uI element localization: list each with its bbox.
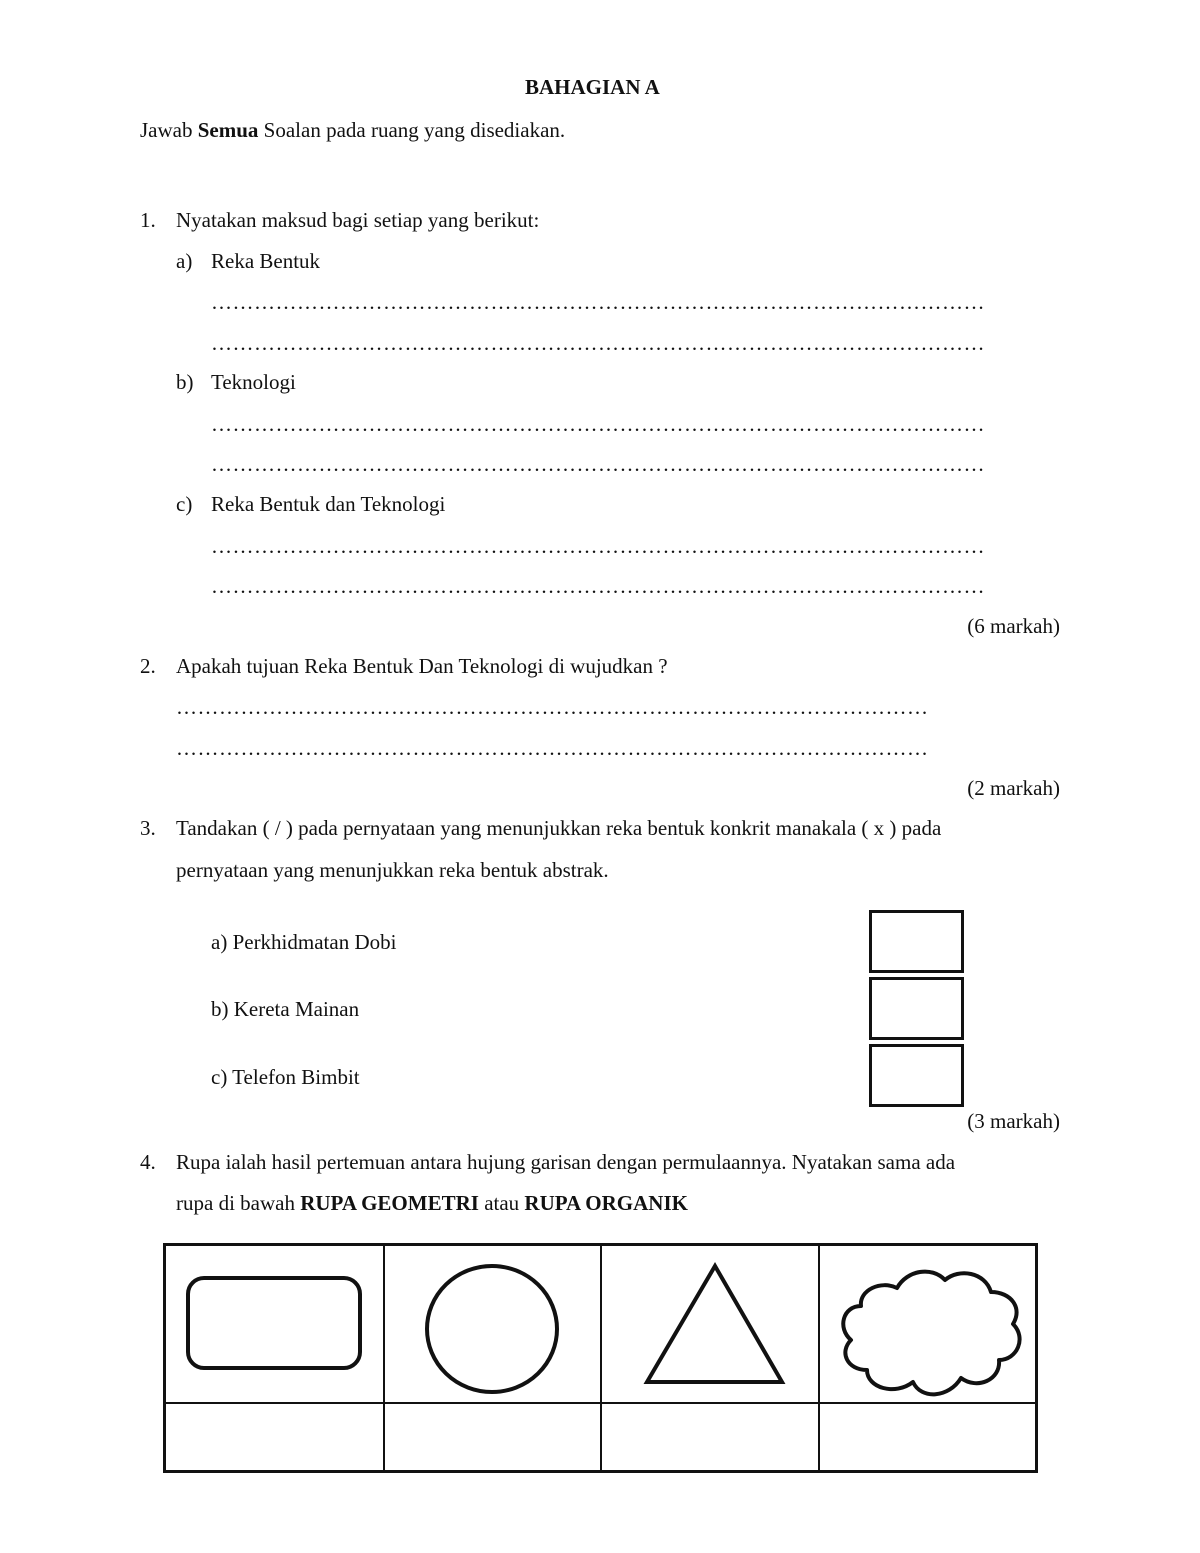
q3-item-c: c) Telefon Bimbit <box>211 1065 360 1089</box>
rupa-organik-label: RUPA ORGANIK <box>524 1191 688 1215</box>
answer-cell-3[interactable] <box>602 1404 818 1470</box>
q3-item-a: a) Perkhidmatan Dobi <box>211 930 397 954</box>
q4-line-2-prefix: rupa di bawah <box>176 1191 301 1215</box>
q4-line-1: Rupa ialah hasil pertemuan antara hujung garisan dengan permulaannya. Nyatakan sama ada <box>176 1150 956 1174</box>
q3-number: 3. <box>140 816 156 840</box>
q1a-answer-line-2[interactable]: ……………………………………………………………………………………………… <box>211 331 985 355</box>
q1c-answer-line-1[interactable]: ……………………………………………………………………………………………… <box>211 534 985 558</box>
q1c-answer-line-2[interactable]: ……………………………………………………………………………………………… <box>211 574 985 598</box>
q2-text: Apakah tujuan Reka Bentuk Dan Teknologi di wujudkan ? <box>176 654 668 678</box>
q4-number: 4. <box>140 1150 156 1174</box>
q1c-label: c) <box>176 492 193 516</box>
q1-text: Nyatakan maksud bagi setiap yang berikut: <box>176 208 540 232</box>
page-title: BAHAGIAN A <box>525 75 660 99</box>
q4-line-2-mid: atau <box>478 1191 525 1215</box>
instruction-suffix: Soalan pada ruang yang disediakan. <box>258 118 566 142</box>
answer-cell-1[interactable] <box>166 1404 383 1470</box>
q3-line-2: pernyataan yang menunjukkan reka bentuk abstrak. <box>176 858 609 882</box>
q1a-answer-line-1[interactable]: ……………………………………………………………………………………………… <box>211 290 985 314</box>
q4-line-2 <box>176 1193 688 1214</box>
q3-answer-box-c[interactable] <box>869 1044 964 1107</box>
q1b-answer-line-1[interactable]: ……………………………………………………………………………………………… <box>211 412 985 436</box>
circle-shape <box>422 1262 562 1396</box>
q1a-label: a) <box>176 249 193 273</box>
q1b-text: Teknologi <box>211 370 296 394</box>
q2-answer-line-1[interactable]: …………………………………………………………………………………………… <box>176 695 929 719</box>
instruction <box>140 120 565 141</box>
q3-marks: (3 markah) <box>967 1109 1060 1133</box>
cloud-shape <box>837 1266 1023 1402</box>
q1b-answer-line-2[interactable]: ……………………………………………………………………………………………… <box>211 452 985 476</box>
q1-marks: (6 markah) <box>967 614 1060 638</box>
q2-answer-line-2[interactable]: …………………………………………………………………………………………… <box>176 736 929 760</box>
instruction-bold: Semua <box>197 118 259 142</box>
rupa-geometri-label: RUPA GEOMETRI <box>300 1191 479 1215</box>
q3-answer-box-b[interactable] <box>869 977 964 1040</box>
answer-cell-2[interactable] <box>385 1404 600 1470</box>
shape-table <box>163 1243 1038 1473</box>
triangle-shape <box>642 1262 788 1387</box>
q3-line-1: Tandakan ( / ) pada pernyataan yang menunjukkan reka bentuk konkrit manakala ( x ) pada <box>176 816 942 840</box>
q1-number: 1. <box>140 208 156 232</box>
q3-item-b: b) Kereta Mainan <box>211 997 360 1021</box>
answer-cell-4[interactable] <box>820 1404 1035 1470</box>
q1b-label: b) <box>176 370 194 394</box>
rounded-rectangle-shape <box>186 1276 364 1372</box>
q3-answer-box-a[interactable] <box>869 910 964 973</box>
q1a-text: Reka Bentuk <box>211 249 321 273</box>
q1c-text: Reka Bentuk dan Teknologi <box>211 492 446 516</box>
q2-marks: (2 markah) <box>967 776 1060 800</box>
q2-number: 2. <box>140 654 156 678</box>
instruction-prefix: Jawab <box>140 118 198 142</box>
